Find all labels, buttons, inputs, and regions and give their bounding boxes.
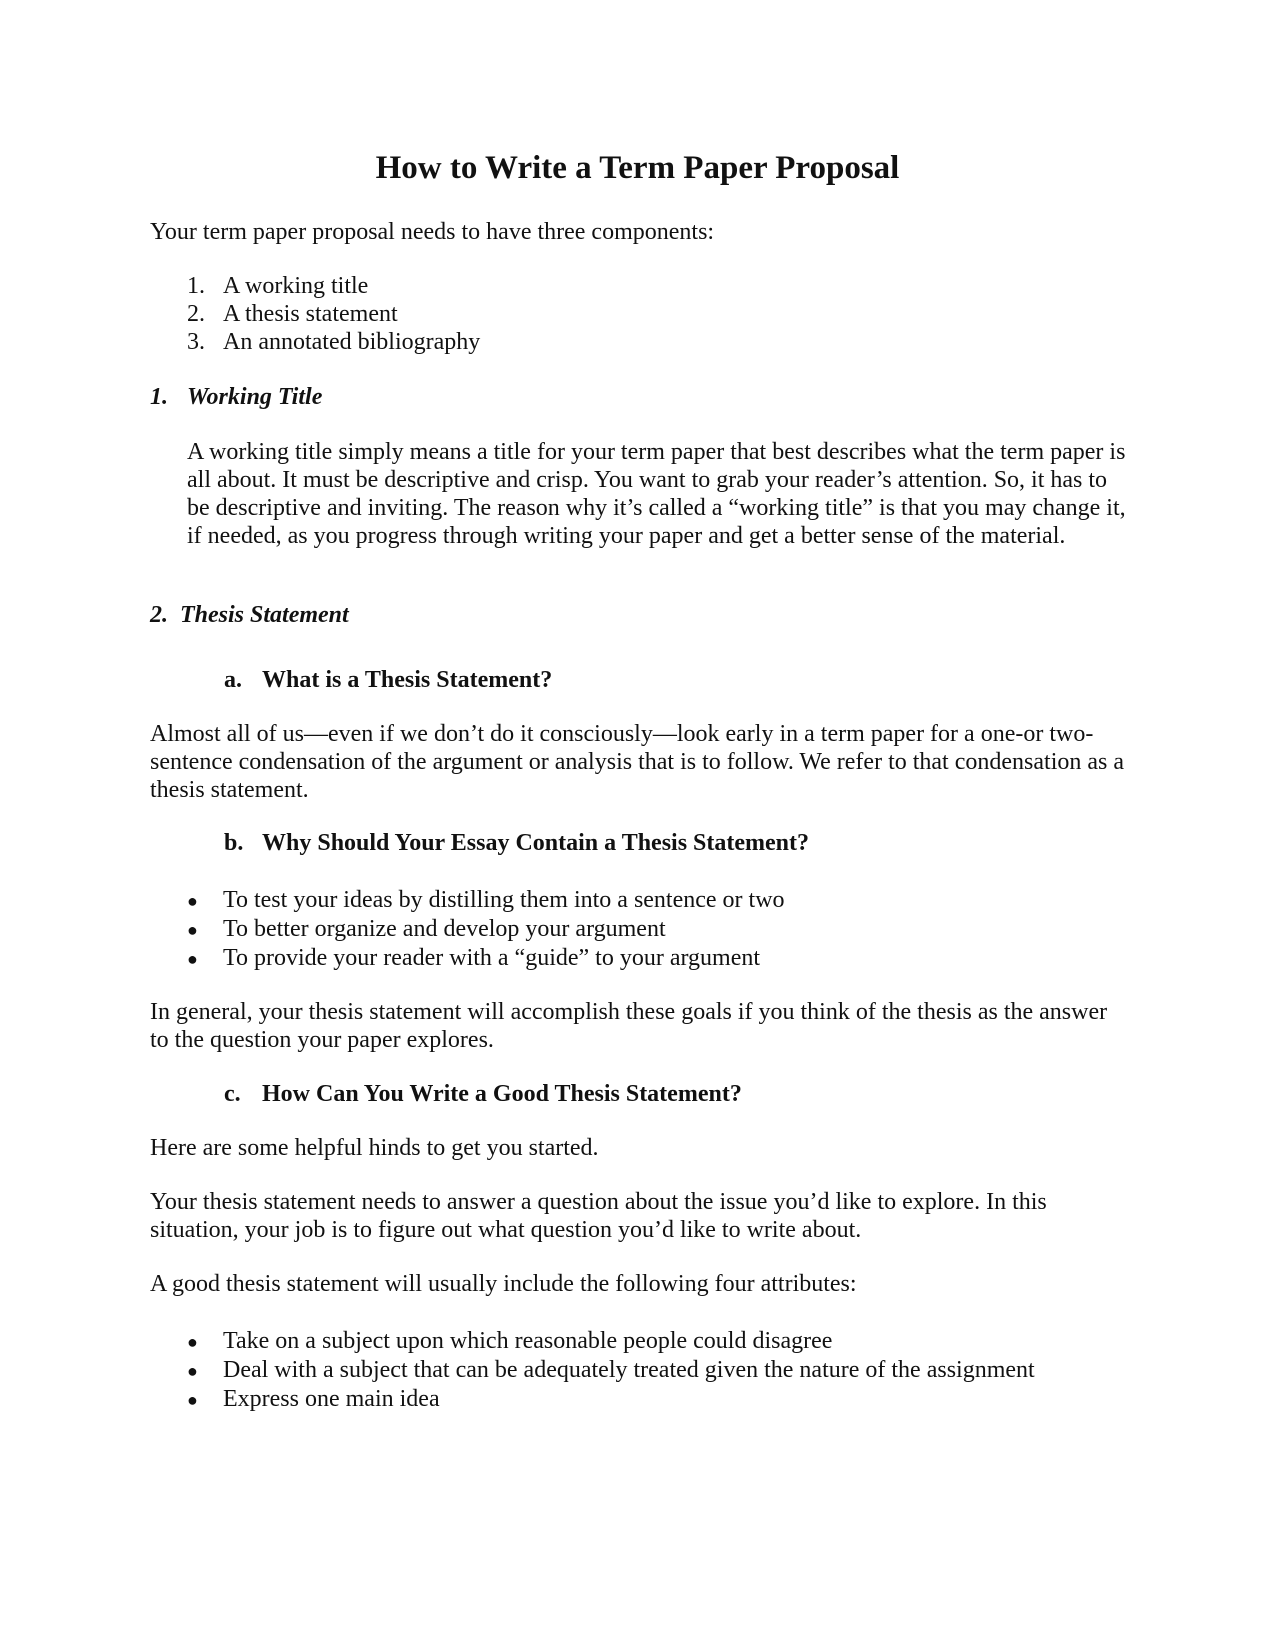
reason-bullet-3 [187, 944, 760, 973]
section-heading-text: Thesis Statement [180, 602, 349, 628]
section-heading-working-title [150, 383, 322, 411]
subheading-why-should [224, 829, 809, 857]
intro-paragraph: Your term paper proposal needs to have three components: [150, 219, 715, 245]
reason-bullet-2 [187, 915, 666, 944]
bullet-text: Take on a subject upon which reasonable people could disagree [223, 1328, 833, 1354]
section-number: 2. [150, 602, 168, 628]
bullet-icon: ● [187, 1361, 198, 1381]
goals-paragraph: In general, your thesis statement will accomplish these goals if you think of the thesis as the answer to the question your paper explores. [150, 999, 1108, 1053]
bullet-icon: ● [187, 920, 198, 940]
question-paragraph: Your thesis statement needs to answer a question about the issue you’d like to explore. In this situation, your job is to figure out what question you’d like to write about. [150, 1189, 1047, 1243]
bullet-text: To test your ideas by distilling them into a sentence or two [223, 887, 785, 913]
sub-heading-text: Why Should Your Essay Contain a Thesis Statement? [262, 830, 810, 856]
bullet-icon: ● [187, 1390, 198, 1410]
section-heading-thesis-statement [150, 601, 349, 629]
what-is-paragraph: Almost all of us—even if we don’t do it consciously—look early in a term paper for a one-or two-sentence condensation of the argument or analysis that is to follow. We refer to that condensation as a thesis statement. [150, 721, 1125, 803]
component-item-2 [187, 300, 398, 328]
subheading-what-is [224, 666, 552, 694]
attribute-bullet-3 [187, 1385, 440, 1414]
bullet-icon: ● [187, 949, 198, 969]
hints-paragraph: Here are some helpful hinds to get you started. [150, 1135, 599, 1161]
sub-letter: c. [224, 1081, 241, 1107]
attributes-intro-paragraph: A good thesis statement will usually include the following four attributes: [150, 1271, 857, 1297]
component-item-3 [187, 328, 480, 356]
list-item-text: A working title [223, 273, 369, 299]
bullet-text: To better organize and develop your argument [223, 916, 666, 942]
bullet-text: Deal with a subject that can be adequately treated given the nature of the assignment [223, 1357, 1035, 1383]
attribute-bullet-1 [187, 1327, 832, 1356]
list-number: 2. [187, 301, 205, 327]
sub-heading-text: What is a Thesis Statement? [262, 667, 553, 693]
document-title: How to Write a Term Paper Proposal [375, 150, 900, 186]
section-heading-text: Working Title [187, 384, 323, 410]
reason-bullet-1 [187, 886, 785, 915]
bullet-icon: ● [187, 891, 198, 911]
subheading-how-can [224, 1080, 742, 1108]
list-number: 3. [187, 329, 205, 355]
attribute-bullet-2 [187, 1356, 1035, 1385]
list-item-text: A thesis statement [223, 301, 398, 327]
bullet-icon: ● [187, 1332, 198, 1352]
bullet-text: To provide your reader with a “guide” to your argument [223, 945, 761, 971]
list-item-text: An annotated bibliography [223, 329, 481, 355]
sub-letter: a. [224, 667, 242, 693]
sub-letter: b. [224, 830, 244, 856]
section-number: 1. [150, 384, 168, 410]
list-number: 1. [187, 273, 205, 299]
bullet-text: Express one main idea [223, 1386, 440, 1412]
sub-heading-text: How Can You Write a Good Thesis Statement? [262, 1081, 742, 1107]
working-title-paragraph: A working title simply means a title for your term paper that best describes what the term paper is all about. It must be descriptive and crisp. You want to grab your reader’s attention. So, it has to be descriptive and inviting. The reason why it’s called a “working title” is that you may change it, if needed, as you progress through writing your paper and get a better sense of the material. [187, 439, 1126, 549]
component-item-1 [187, 272, 368, 300]
